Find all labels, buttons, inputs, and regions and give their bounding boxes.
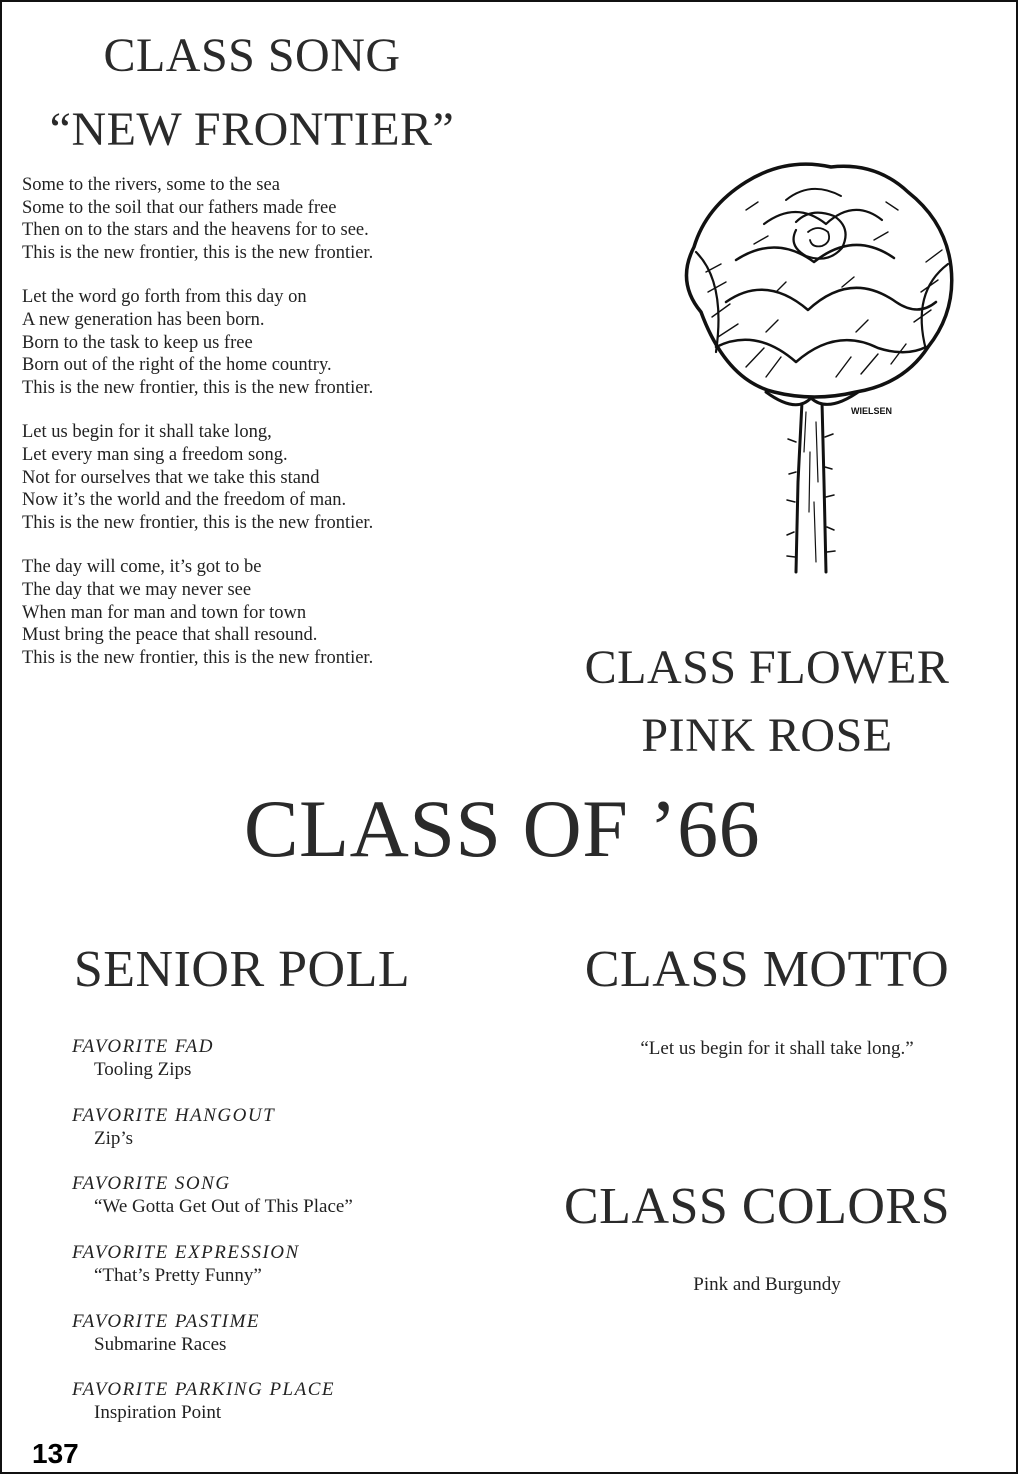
lyric-line: Now it’s the world and the freedom of man. (22, 490, 347, 511)
class-flower-heading: CLASS FLOWER (584, 641, 950, 694)
poll-category: FAVORITE HANGOUT (72, 1104, 276, 1126)
lyric-line: Born to the task to keep us free (22, 332, 253, 353)
poll-item (72, 1241, 492, 1310)
poll-answer: Inspiration Point (94, 1402, 222, 1424)
class-song-title: “NEW FRONTIER” (49, 103, 455, 156)
lyric-line: A new generation has been born. (22, 309, 265, 330)
lyric-line: This is the new frontier, this is the new frontier. (22, 377, 374, 398)
poll-category: FAVORITE PARKING PLACE (72, 1379, 336, 1401)
rose-signature: WIELSEN (851, 406, 893, 416)
lyric-line: This is the new frontier, this is the new frontier. (22, 242, 374, 263)
class-year-title: CLASS OF ’66 (243, 783, 761, 874)
senior-poll-list (72, 1035, 492, 1447)
lyric-line: This is the new frontier, this is the new frontier. (22, 512, 374, 533)
poll-answer: Submarine Races (94, 1333, 227, 1355)
lyric-line: When man for man and town for town (22, 602, 307, 623)
lyric-line: Born out of the right of the home country. (22, 355, 332, 376)
poll-item (72, 1378, 492, 1447)
lyric-line: This is the new frontier, this is the new frontier. (22, 647, 374, 668)
poll-answer: “That’s Pretty Funny” (94, 1265, 262, 1287)
poll-answer: “We Gotta Get Out of This Place” (94, 1196, 353, 1218)
poll-answer: Zip’s (94, 1127, 134, 1149)
stanza-3 (22, 421, 502, 534)
poll-answer: Tooling Zips (94, 1059, 192, 1080)
poll-item (72, 1035, 492, 1104)
poll-category: FAVORITE FAD (72, 1036, 214, 1057)
lyric-line: Must bring the peace that shall resound. (22, 625, 318, 646)
lyric-line: Let us begin for it shall take long, (22, 422, 272, 443)
stanza-4 (22, 556, 502, 669)
class-flower-name: PINK ROSE (641, 709, 893, 762)
poll-category: FAVORITE SONG (72, 1173, 231, 1195)
poll-item (72, 1172, 492, 1241)
song-lyrics (22, 174, 502, 691)
class-colors-heading: CLASS COLORS (564, 1178, 950, 1235)
lyric-line: Some to the rivers, some to the sea (22, 175, 280, 195)
lyric-line: Some to the soil that our fathers made free (22, 197, 337, 218)
lyric-line: Not for ourselves that we take this stand (22, 467, 320, 488)
lyric-line: The day will come, it’s got to be (22, 557, 262, 578)
rose-illustration (646, 152, 996, 592)
lyric-line: Then on to the stars and the heavens for to see. (22, 220, 369, 241)
page-number: 137 (32, 1438, 79, 1469)
lyric-line: The day that we may never see (22, 579, 252, 600)
poll-item (72, 1310, 492, 1379)
lyric-line: Let the word go forth from this day on (22, 287, 307, 308)
poll-category: FAVORITE PASTIME (72, 1310, 261, 1332)
poll-category: FAVORITE EXPRESSION (72, 1242, 300, 1264)
class-motto-text: “Let us begin for it shall take long.” (640, 1038, 914, 1059)
stanza-1 (22, 174, 502, 264)
poll-item (72, 1104, 492, 1173)
lyric-line: Let every man sing a freedom song. (22, 444, 288, 465)
class-motto-heading: CLASS MOTTO (584, 941, 950, 998)
class-colors-text: Pink and Burgundy (693, 1274, 841, 1295)
senior-poll-heading: SENIOR POLL (73, 941, 411, 998)
class-song-heading: CLASS SONG (103, 29, 401, 82)
stanza-2 (22, 286, 502, 399)
